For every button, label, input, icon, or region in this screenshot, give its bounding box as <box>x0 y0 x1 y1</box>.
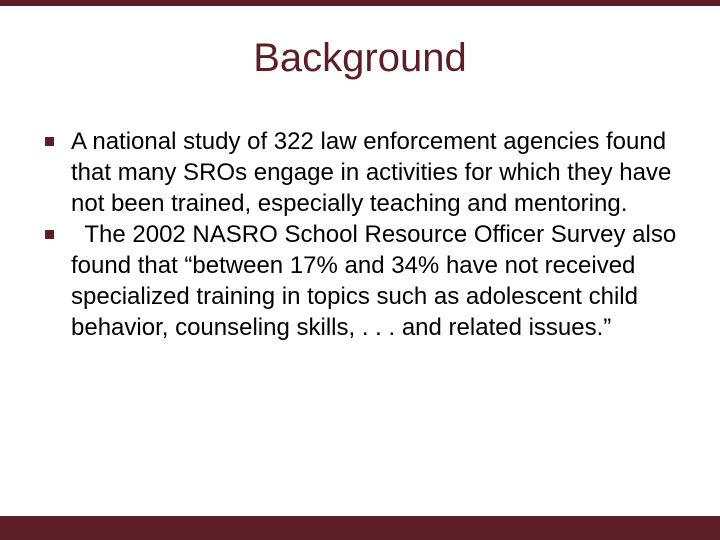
square-bullet-icon <box>45 137 54 146</box>
bottom-accent-bar <box>0 516 720 540</box>
bullet-list <box>45 126 685 343</box>
top-accent-bar <box>0 0 720 6</box>
bullet-text: The 2002 NASRO School Resource Officer Survey also found that “between 17% and 34% have not received specialized training in topics such as adolescent child behavior, counseling skills, . . . and related issues.” <box>71 221 683 341</box>
slide-title: Background <box>253 36 467 80</box>
bullet-item <box>45 219 685 343</box>
square-bullet-icon <box>45 230 54 239</box>
bullet-text: A national study of 322 law enforcement agencies found that many SROs engage in activities for which they have not been trained, especially teaching and mentoring. <box>71 128 678 217</box>
bullet-item <box>45 126 685 219</box>
